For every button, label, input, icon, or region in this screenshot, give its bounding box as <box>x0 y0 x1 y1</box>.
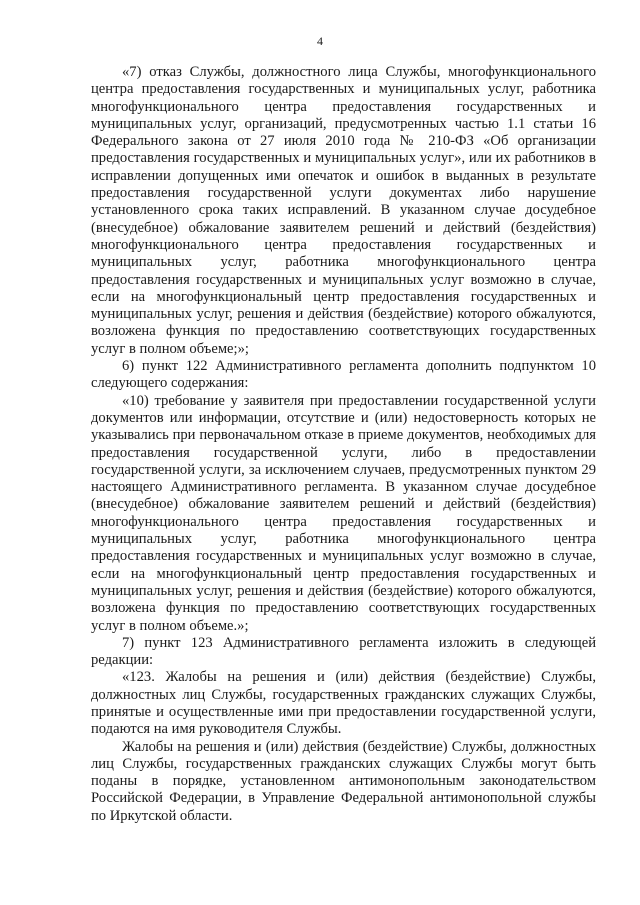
paragraph-clause-123: «123. Жалобы на решения и (или) действия (бездействие) Службы, должностных лиц Службы, государственных гражданских служащих Службы, принятые и осуществленные ими при предоставлении государственной услуги, подаются на имя руководителя Службы. <box>91 669 596 738</box>
paragraph-point-6: 6) пункт 122 Административного регламента дополнить подпунктом 10 следующего содержания: <box>91 358 596 392</box>
page-number: 4 <box>317 34 323 48</box>
document-body <box>91 64 596 825</box>
paragraph-point-7: 7) пункт 123 Административного регламента изложить в следующей редакции: <box>91 634 596 669</box>
paragraph-item-10: «10) требование у заявителя при предоставлении государственной услуги документов или информации, отсутствие и (или) недостоверность которых не указывались при первоначальном отказе в приеме документов, необходимых для предоставления государственной услуги, либо в предоставлении государственной услуги, за исключением случаев, предусмотренных пунктом 29 настоящего Административного регламента. В указанном случае досудебное (внесудебное) обжалование заявителем решений и действий (бездействия) многофункционального центра предоставления государственных и муниципальных услуг, работника многофункционального центра предоставления государственных и муниципальных услуг возможно в случае, если на многофункциональный центр предоставления государственных и муниципальных услуг, решения и действия (бездействие) которого обжалуются, возложена функция по предоставлению соответствующих государственных услуг в полном объеме.»; <box>91 392 596 634</box>
paragraph-item-7: «7) отказ Службы, должностного лица Службы, многофункционального центра предоставления государственных и муниципальных услуг, работника многофункционального центра предоставления государственных и муниципальных услуг, организаций, предусмотренных частью 1.1 статьи 16 Федерального закона от 27 июля 2010 года № 210-ФЗ «Об организации предоставления государственных и муниципальных услуг», или их работников в исправлении допущенных ими опечаток и ошибок в выданных в результате предоставления государственной услуги документах либо нарушение установленного срока таких исправлений. В указанном случае досудебное (внесудебное) обжалование заявителем решений и действий (бездействия) многофункционального центра предоставления государственных и муниципальных услуг, работника многофункционального центра предоставления государственных и муниципальных услуг возможно в случае, если на многофункциональный центр предоставления государственных и муниципальных услуг, решения и действия (бездействие) которого обжалуются, возложена функция по предоставлению соответствующих государственных услуг в полном объеме;»; <box>91 64 596 357</box>
paragraph-antimonopoly-complaints: Жалобы на решения и (или) действия (бездействие) Службы, должностных лиц Службы, государственных гражданских служащих Службы могут быть поданы в порядке, установленном антимонопольным законодательством Российской Федерации, в Управление Федеральной антимонопольной службы по Иркутской области. <box>91 738 596 824</box>
